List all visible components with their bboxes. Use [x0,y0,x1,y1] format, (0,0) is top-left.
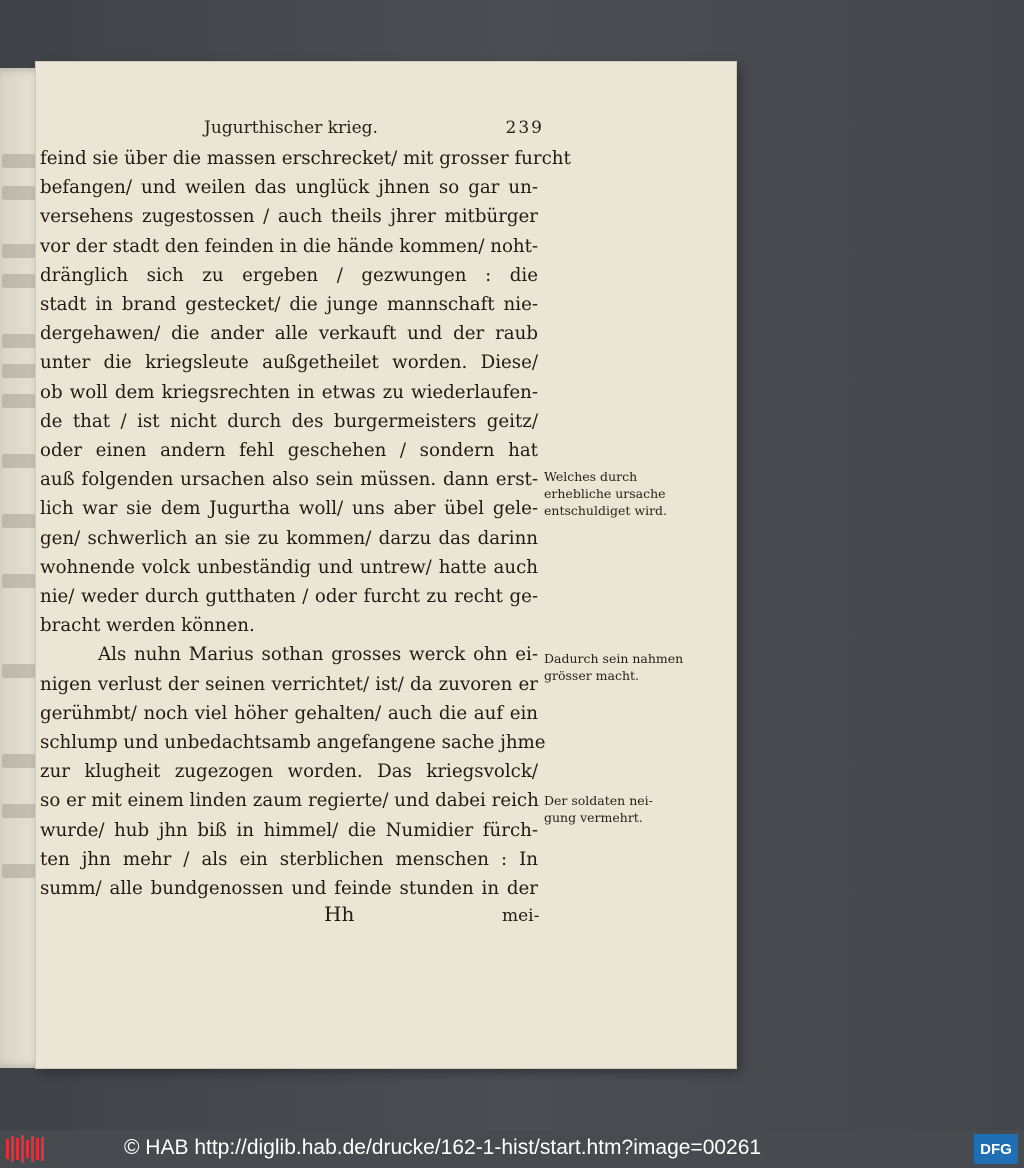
text-line: dränglich sich zu ergeben / gezwungen : die [40,264,538,286]
running-head-title: Jugurthischer krieg. [204,118,378,138]
text-line: zur klugheit zugezogen worden. Das kriegsvolck/ [40,761,538,783]
text-line: gerühmbt/ noch viel höher gehalten/ auch die auf ein [40,702,538,724]
text-line: oder einen andern fehl geschehen / sondern hat [40,440,538,462]
margin-note: Welches durch erhebliche ursache entschuldiget wird. [544,469,668,518]
dfg-logo: DFG [974,1134,1018,1164]
text-line: nie/ weder durch gutthaten / oder furcht zu recht ge- [40,586,538,608]
hab-logo-icon [6,1134,48,1164]
text-line: versehens zugestossen / auch theils jhrer mitbürger [40,206,538,228]
text-line: stadt in brand gestecket/ die junge mannschaft nie- [40,294,538,316]
text-line: auß folgenden ursachen also sein müssen. dann erst- [40,469,538,491]
text-line: lich war sie dem Jugurtha woll/ uns aber übel gele- [40,498,538,520]
text-line: de that / ist nicht durch des burgermeisters geitz/ [40,410,538,432]
book-page [36,62,736,1068]
text-line: dergehawen/ die ander alle verkauft und der raub [40,323,538,345]
text-line: ob woll dem kriegsrechten in etwas zu wiederlaufen- [40,381,538,403]
text-line: ten jhn mehr / als ein sterblichen menschen : In [40,848,538,870]
copyright-citation[interactable]: © HAB http://diglib.hab.de/drucke/162-1-hist/start.htm?image=00261 [124,1136,762,1159]
body-text [40,144,571,903]
footer-bar [0,1130,1024,1168]
text-line: gen/ schwerlich an sie zu kommen/ darzu das darinn [40,527,538,549]
text-line: Als nuhn Marius sothan grosses werck ohn ei- [98,644,538,666]
text-line: befangen/ und weilen das unglück jhnen so gar un- [40,177,538,199]
page-number: 239 [505,118,544,138]
text-line: wohnende volck unbeständig und untrew/ hatte auch [40,556,538,578]
text-line: feind sie über die massen erschrecket/ mit grosser furcht [40,148,571,169]
text-line: wurde/ hub jhn biß in himmel/ die Numidier fürch- [40,819,538,841]
text-line: nigen verlust der seinen verrichtet/ ist/ da zuvoren er [40,673,538,695]
text-line: so er mit einem linden zaum regierte/ und dabei reich [40,790,539,812]
catchword: mei- [502,906,540,926]
signature-mark: Hh [324,902,355,926]
text-line: bracht werden können. [40,615,255,637]
margin-note: Dadurch sein nahmen grösser macht. [544,651,684,683]
margin-note: Der soldaten nei- gung vermehrt. [544,793,653,825]
text-line: schlump und unbedachtsamb angefangene sache jhme [40,732,546,754]
text-line: vor der stadt den feinden in die hände kommen/ noht- [40,235,539,257]
text-line: summ/ alle bundgenossen und feinde stunden in der [40,878,538,900]
text-line: unter die kriegsleute außgetheilet worden. Diese/ [40,352,538,374]
